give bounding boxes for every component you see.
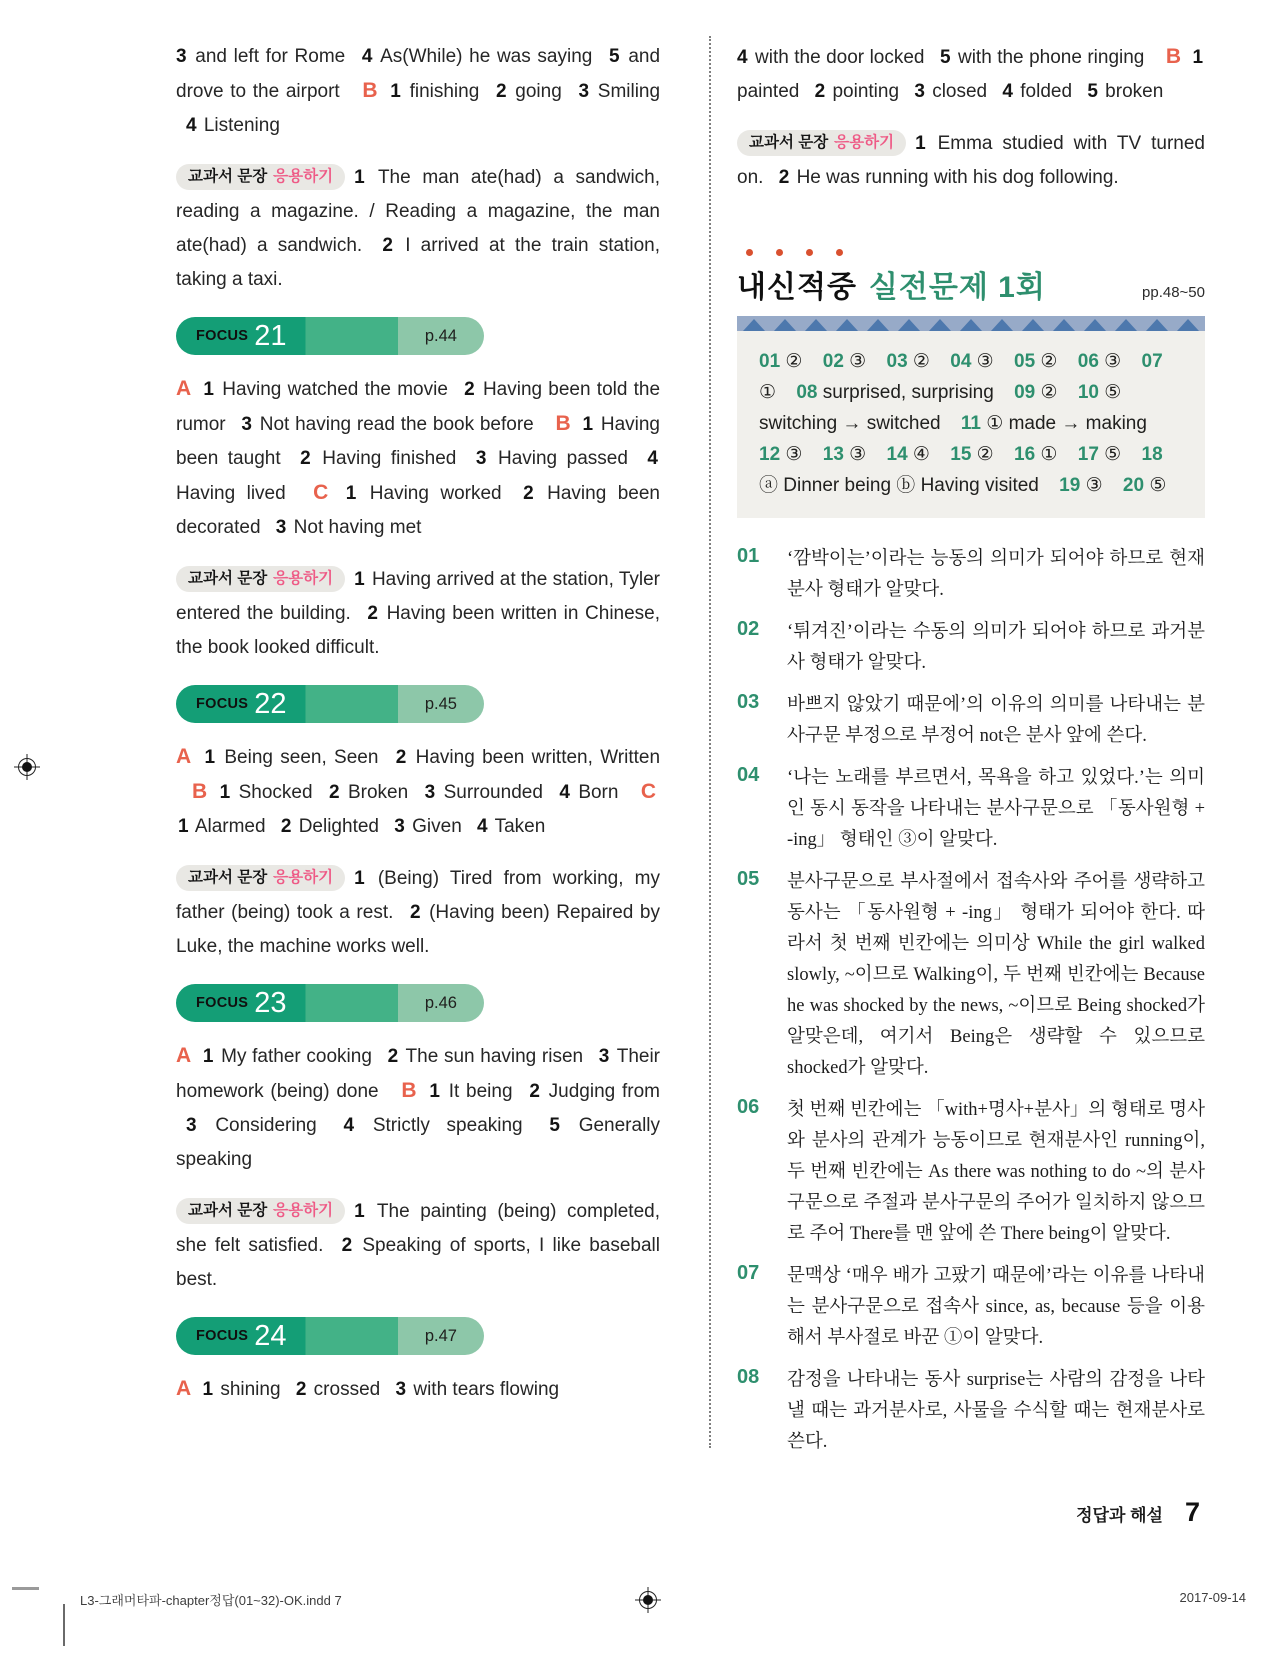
registration-mark-icon: [635, 1587, 661, 1613]
answer-text: with tears flowing: [413, 1379, 560, 1400]
answer-question-number: 20: [1122, 475, 1145, 496]
item-number: 1: [204, 747, 216, 768]
answer-question-number: 13: [822, 444, 844, 465]
item-number: 4: [361, 46, 373, 67]
item-number: 4: [737, 47, 748, 68]
item-number: 3: [598, 1046, 610, 1067]
item-number: 1: [202, 1379, 214, 1400]
focus-label: FOCUS: [196, 995, 249, 1011]
answer-value: ③: [849, 351, 867, 372]
answer-text: Alarmed: [194, 816, 266, 837]
answer-pair: [823, 351, 866, 372]
explanation-number: 07: [737, 1262, 760, 1284]
explanation-number: 04: [737, 764, 760, 786]
section-letter: C: [640, 780, 657, 803]
emphasis-dot-icon: [776, 249, 783, 256]
item-number: 4: [477, 816, 488, 837]
answer-text: Shocked: [238, 782, 313, 803]
answer-question-number: 06: [1077, 351, 1099, 372]
item-number: 3: [578, 81, 590, 102]
item-number: 2: [387, 1046, 399, 1067]
triangle-icon: [1053, 319, 1075, 331]
badge-label-textbook: 교과서 문장: [188, 1202, 268, 1219]
textbook-apply-block: [176, 161, 660, 297]
explanation-text: 감정을 나타내는 동사 surprise는 사람의 감정을 나타낼 때는 과거분사로, 사물을 수식할 때는 현재분사로 쓴다.: [787, 1370, 1205, 1452]
explanations-list: [737, 544, 1205, 1458]
textbook-apply-badge: [176, 566, 345, 592]
item-number: 1: [354, 868, 365, 889]
item-number: 1: [354, 1201, 365, 1222]
answer-question-number: 11: [960, 413, 981, 434]
item-number: 2: [280, 816, 292, 837]
answer-text: with the door locked: [755, 47, 925, 68]
answer-text: Having passed: [497, 448, 628, 469]
answer-text: Born: [578, 782, 619, 803]
item-number: 1: [429, 1081, 440, 1102]
badge-label-apply: 응용하기: [273, 1202, 334, 1219]
answer-text: (Having been) Repaired by Luke, the machine works well.: [176, 902, 660, 957]
textbook-apply-badge: [176, 164, 345, 190]
section-letter: B: [401, 1079, 417, 1102]
answer-text: Having been written, Written: [415, 747, 661, 768]
answer-text: Given: [412, 816, 462, 837]
section-letter: A: [176, 1377, 192, 1400]
emphasis-dot-icon: [836, 249, 843, 256]
answer-question-number: 10: [1077, 382, 1099, 403]
answer-text: (Being) Tired from working, my father (being) took a rest.: [176, 868, 660, 923]
answer-value: ②: [976, 444, 994, 465]
item-number: 3: [186, 1115, 197, 1136]
item-number: 3: [424, 782, 436, 803]
answer-question-number: 18: [1141, 444, 1163, 465]
answer-text: painted: [737, 81, 800, 102]
item-number: 3: [241, 414, 252, 435]
answer-pair: [823, 444, 866, 465]
answer-text: folded: [1020, 81, 1073, 102]
triangle-icon: [1084, 319, 1106, 331]
focus-page-ref: p.45: [424, 694, 457, 713]
answer-text: Surrounded: [443, 782, 543, 803]
exam-page-range: pp.48~50: [1142, 284, 1205, 301]
answer-text: Having been decorated: [176, 483, 660, 538]
item-number: 2: [395, 747, 407, 768]
answer-question-number: 16: [1014, 444, 1036, 465]
textbook-apply-badge: [176, 865, 345, 891]
answer-value: ⓐ Dinner being ⓑ Having visited: [759, 475, 1039, 496]
answer-value: ③: [1085, 475, 1103, 496]
answer-text: with the phone ringing: [957, 47, 1145, 68]
answer-value: ③: [1104, 351, 1122, 372]
answer-text: pointing: [832, 81, 900, 102]
answer-text: The sun having risen: [405, 1046, 584, 1067]
answers-block: [737, 40, 1205, 109]
answer-text: Strictly speaking: [372, 1115, 523, 1136]
crop-mark: [63, 1604, 65, 1646]
item-number: 3: [176, 46, 187, 67]
answer-text: Taken: [494, 816, 546, 837]
focus-header: [176, 685, 484, 723]
answers-block: [176, 740, 660, 844]
answer-text: Their homework (being) done: [176, 1046, 661, 1102]
answer-question-number: 02: [822, 351, 844, 372]
explanation-text: ‘깜박이는’이라는 능동의 의미가 되어야 하므로 현재분사 형태가 알맞다.: [787, 549, 1205, 600]
answer-text: Emma studied with TV turned on.: [737, 133, 1206, 188]
answer-value: ②: [1040, 351, 1058, 372]
section-letter: B: [555, 412, 571, 435]
answer-pair: [887, 351, 930, 372]
item-number: 3: [914, 81, 925, 102]
answer-text: It being: [448, 1081, 513, 1102]
crop-mark: [12, 1587, 39, 1590]
focus-header: [176, 984, 484, 1022]
answer-text: Not having met: [293, 517, 422, 538]
answer-question-number: 19: [1059, 475, 1081, 496]
answer-question-number: 01: [759, 351, 781, 372]
answer-pair: [961, 413, 1147, 434]
page-footer: [1076, 1497, 1200, 1528]
answer-question-number: 08: [796, 382, 818, 403]
explanation-item: [737, 690, 1205, 752]
focus-page-ref: p.47: [424, 1326, 457, 1345]
answer-text: Considering: [215, 1115, 317, 1136]
section-letter: C: [313, 481, 329, 504]
answer-value: ①: [759, 382, 777, 403]
answer-value: ②: [1040, 382, 1058, 403]
exam-title-row: [737, 262, 1205, 306]
answer-text: Listening: [203, 115, 280, 136]
answer-value: ①: [1040, 444, 1058, 465]
item-number: 1: [178, 816, 189, 837]
answer-text: crossed: [313, 1379, 381, 1400]
item-number: 1: [345, 483, 357, 504]
explanation-item: [737, 763, 1205, 856]
item-number: 1: [203, 379, 214, 400]
answer-value: ⑤: [1149, 475, 1167, 496]
item-number: 3: [475, 448, 487, 469]
section-letter: A: [176, 1044, 192, 1067]
left-column: [176, 40, 660, 1421]
triangle-icon: [805, 319, 827, 331]
triangle-icon: [743, 319, 765, 331]
answer-text: Having arrived at the station, Tyler entered the building.: [176, 569, 660, 624]
emphasis-dots: [737, 249, 1205, 256]
triangle-icon: [1115, 319, 1137, 331]
footer-page-number: 7: [1184, 1497, 1200, 1527]
triangle-band: [737, 316, 1205, 331]
badge-label-apply: 응용하기: [834, 134, 895, 151]
answer-pair: [759, 351, 802, 372]
item-number: 2: [295, 1379, 307, 1400]
section-letter: A: [176, 745, 192, 768]
item-number: 1: [582, 414, 594, 435]
answer-pair: [1014, 444, 1057, 465]
focus-label: FOCUS: [196, 1328, 249, 1344]
answer-text: and left for Rome: [195, 46, 346, 67]
answer-question-number: 12: [759, 444, 781, 465]
focus-number: 23: [254, 986, 287, 1019]
answer-question-number: 07: [1141, 351, 1163, 372]
section-letter: B: [192, 780, 208, 803]
item-number: 2: [409, 902, 421, 923]
answer-value: surprised, surprising: [822, 382, 994, 403]
answer-question-number: 17: [1077, 444, 1099, 465]
triangle-icon: [836, 319, 858, 331]
answer-value: ① made → making: [986, 413, 1147, 434]
explanation-item: [737, 1261, 1205, 1354]
triangle-icon: [867, 319, 889, 331]
triangle-icon: [1177, 319, 1199, 331]
answer-question-number: 14: [886, 444, 908, 465]
explanation-item: [737, 1365, 1205, 1458]
item-number: 4: [1002, 81, 1013, 102]
item-number: 5: [1087, 81, 1098, 102]
focus-label: FOCUS: [196, 696, 249, 712]
explanation-item: [737, 617, 1205, 679]
explanation-item: [737, 1095, 1205, 1250]
badge-label-textbook: 교과서 문장: [188, 869, 268, 886]
answer-text: Not having read the book before: [259, 414, 534, 435]
answer-text: I arrived at the train station, taking a taxi.: [176, 235, 661, 290]
explanation-text: 첫 번째 빈칸에는 「with+명사+분사」의 형태로 명사와 분사의 관계가 능동이므로 현재분사인 running이, 두 번째 빈칸에는 As there was nothing to do ~의 분사구문으로 주절과 분사구문의 주어가 일치하지 않으므로 주어 There를 맨 앞에 쓴 There being이 알맞다.: [787, 1100, 1205, 1244]
answer-pair: [1078, 444, 1121, 465]
item-number: 2: [523, 483, 534, 504]
answer-text: The man ate(had) a sandwich, reading a magazine. / Reading a magazine, the man ate(had) a sandwich.: [176, 167, 661, 256]
item-number: 2: [778, 167, 790, 188]
section-letter: A: [176, 377, 192, 400]
answer-text: Having worked: [369, 483, 502, 504]
explanation-item: [737, 867, 1205, 1084]
item-number: 3: [395, 1379, 407, 1400]
column-divider: [709, 36, 711, 1448]
answer-value: ③: [785, 444, 803, 465]
triangle-icon: [1022, 319, 1044, 331]
explanation-text: 문맥상 ‘매우 배가 고팠기 때문에’라는 이유를 나타내는 분사구문으로 접속사 since, as, because 등을 이용해서 부사절로 바꾼 ①이 알맞다.: [787, 1266, 1205, 1348]
answer-pair: [887, 444, 930, 465]
explanation-number: 03: [737, 691, 760, 713]
answer-text: broken: [1105, 81, 1164, 102]
item-number: 1: [915, 133, 926, 154]
answer-text: Judging from: [548, 1081, 661, 1102]
answer-text: Having watched the movie: [222, 379, 448, 400]
answer-value: ⑤ switching → switched: [759, 382, 1122, 434]
focus-label: FOCUS: [196, 328, 249, 344]
answer-text: Speaking of sports, I like baseball best.: [176, 1235, 660, 1290]
answer-text: He was running with his dog following.: [796, 167, 1119, 188]
answer-value: ③: [849, 444, 867, 465]
explanation-item: [737, 544, 1205, 606]
item-number: 1: [202, 1046, 214, 1067]
exam-title-green: 실전문제 1회: [868, 271, 1046, 304]
answer-question-number: 09: [1014, 382, 1036, 403]
badge-label-apply: 응용하기: [273, 869, 334, 886]
answer-text: Smiling: [597, 81, 661, 102]
answer-value: ④: [912, 444, 930, 465]
answer-text: Having lived: [176, 483, 286, 504]
print-date: 2017-09-14: [1179, 1590, 1246, 1605]
answer-pair: [1014, 382, 1057, 403]
answer-text: The painting (being) completed, she felt satisfied.: [176, 1201, 660, 1256]
answer-text: Having been told the rumor: [176, 379, 661, 435]
badge-label-apply: 응용하기: [273, 570, 334, 587]
triangle-icon: [1146, 319, 1168, 331]
explanation-number: 02: [737, 618, 760, 640]
answer-text: Having been written in Chinese, the book looked difficult.: [176, 603, 661, 658]
item-number: 2: [496, 81, 507, 102]
item-number: 5: [939, 47, 951, 68]
answer-text: Generally speaking: [176, 1115, 661, 1170]
item-number: 1: [354, 569, 365, 590]
focus-header: [176, 317, 484, 355]
explanation-number: 08: [737, 1366, 760, 1388]
textbook-apply-block: [176, 563, 660, 665]
explanation-number: 05: [737, 868, 760, 890]
section-letter: B: [362, 79, 378, 102]
exam-section: [737, 249, 1205, 1458]
item-number: 2: [814, 81, 826, 102]
answer-text: Being seen, Seen: [224, 747, 379, 768]
answer-value: ②: [785, 351, 803, 372]
answers-block: [176, 1039, 660, 1177]
answer-pair: [950, 351, 993, 372]
print-filename: L3-그래머타파-chapter정답(01~32)-OK.indd 7: [80, 1593, 342, 1608]
item-number: 1: [390, 81, 401, 102]
exam-title-black: 내신적중: [737, 271, 857, 304]
item-number: 5: [549, 1115, 560, 1136]
triangle-icon: [960, 319, 982, 331]
item-number: 1: [354, 167, 365, 188]
explanation-number: 01: [737, 545, 760, 567]
answer-pair: [796, 382, 994, 403]
answer-value: ⑤: [1104, 444, 1122, 465]
textbook-apply-block: [737, 127, 1205, 195]
item-number: 4: [559, 782, 570, 803]
section-letter: B: [1165, 45, 1181, 68]
textbook-apply-block: [176, 1195, 660, 1297]
answer-text: My father cooking: [221, 1046, 372, 1067]
item-number: 1: [1192, 47, 1204, 68]
answer-pair: [759, 444, 802, 465]
item-number: 2: [300, 448, 311, 469]
explanation-text: 분사구문으로 부사절에서 접속사와 주어를 생략하고 동사는 「동사원형 + -ing」 형태가 되어야 한다. 따라서 첫 번째 빈칸에는 의미상 While the girl walked slowly, ~이므로 Walking이, 두 번째 빈칸에는 Because he was shocked by the news, ~이므로 Being shocked가 알맞은데, 여기서 Being은 생략할 수 있으므로 shocked가 알맞다.: [787, 872, 1205, 1078]
item-number: 4: [343, 1115, 355, 1136]
badge-label-apply: 응용하기: [273, 168, 334, 185]
textbook-apply-badge: [176, 1198, 345, 1224]
answer-question-number: 04: [950, 351, 972, 372]
answer-text: Having finished: [322, 448, 457, 469]
focus-header: [176, 1317, 484, 1355]
item-number: 2: [529, 1081, 540, 1102]
answer-text: closed: [932, 81, 988, 102]
item-number: 2: [382, 235, 393, 256]
focus-page-ref: p.44: [424, 326, 457, 345]
item-number: 3: [394, 816, 405, 837]
answer-pair: [1014, 351, 1057, 372]
explanation-text: ‘나는 노래를 부르면서, 목욕을 하고 있었다.’는 의미인 동시 동작을 나타내는 분사구문으로 「동사원형 + -ing」 형태인 ③이 알맞다.: [787, 768, 1205, 850]
answer-text: shining: [220, 1379, 281, 1400]
badge-label-textbook: 교과서 문장: [188, 570, 268, 587]
answers-block: [176, 40, 660, 143]
answer-text: As(While) he was saying: [380, 46, 593, 67]
item-number: 2: [367, 603, 378, 624]
item-number: 3: [275, 517, 287, 538]
item-number: 4: [186, 115, 197, 136]
textbook-apply-badge: [737, 130, 906, 156]
textbook-apply-block: [176, 862, 660, 964]
answer-text: finishing: [409, 81, 480, 102]
footer-section-label: 정답과 해설: [1076, 1506, 1163, 1525]
answer-key-box: [737, 331, 1205, 518]
triangle-icon: [929, 319, 951, 331]
triangle-icon: [774, 319, 796, 331]
answer-pair: [1059, 475, 1102, 496]
answer-text: Broken: [347, 782, 409, 803]
right-column: [737, 40, 1205, 1469]
right-column-answers: [737, 40, 1205, 195]
emphasis-dot-icon: [806, 249, 813, 256]
focus-number: 22: [254, 687, 287, 720]
focus-page-ref: p.46: [424, 993, 457, 1012]
item-number: 2: [464, 379, 475, 400]
answers-block: [176, 372, 660, 545]
answer-question-number: 15: [950, 444, 972, 465]
answer-pair: [1078, 351, 1121, 372]
item-number: 2: [328, 782, 340, 803]
explanation-text: ‘튀겨진’이라는 수동의 의미가 되어야 하므로 과거분사 형태가 알맞다.: [787, 622, 1205, 673]
item-number: 1: [219, 782, 231, 803]
registration-mark-icon: [14, 754, 40, 780]
answer-text: and drove to the airport: [176, 46, 661, 102]
focus-number: 24: [254, 1319, 287, 1352]
answer-text: Delighted: [298, 816, 379, 837]
answer-pair: [950, 444, 993, 465]
answers-block: [176, 1372, 660, 1407]
item-number: 2: [341, 1235, 353, 1256]
focus-number: 21: [254, 319, 287, 352]
triangle-icon: [991, 319, 1013, 331]
item-number: 4: [647, 448, 658, 469]
badge-label-textbook: 교과서 문장: [749, 134, 829, 151]
triangle-icon: [898, 319, 920, 331]
badge-label-textbook: 교과서 문장: [188, 168, 268, 185]
answer-value: ②: [912, 351, 930, 372]
answer-value: ③: [976, 351, 994, 372]
item-number: 5: [609, 46, 620, 67]
answer-text: going: [515, 81, 562, 102]
answer-question-number: 03: [886, 351, 908, 372]
answer-pair: [1123, 475, 1166, 496]
emphasis-dot-icon: [746, 249, 753, 256]
answer-question-number: 05: [1014, 351, 1036, 372]
explanation-text: 바쁘지 않았기 때문에’의 이유의 의미를 나타내는 분사구문 부정으로 부정어 not은 분사 앞에 쓴다.: [787, 695, 1205, 746]
explanation-number: 06: [737, 1096, 760, 1118]
answer-text: Having been taught: [176, 414, 660, 469]
